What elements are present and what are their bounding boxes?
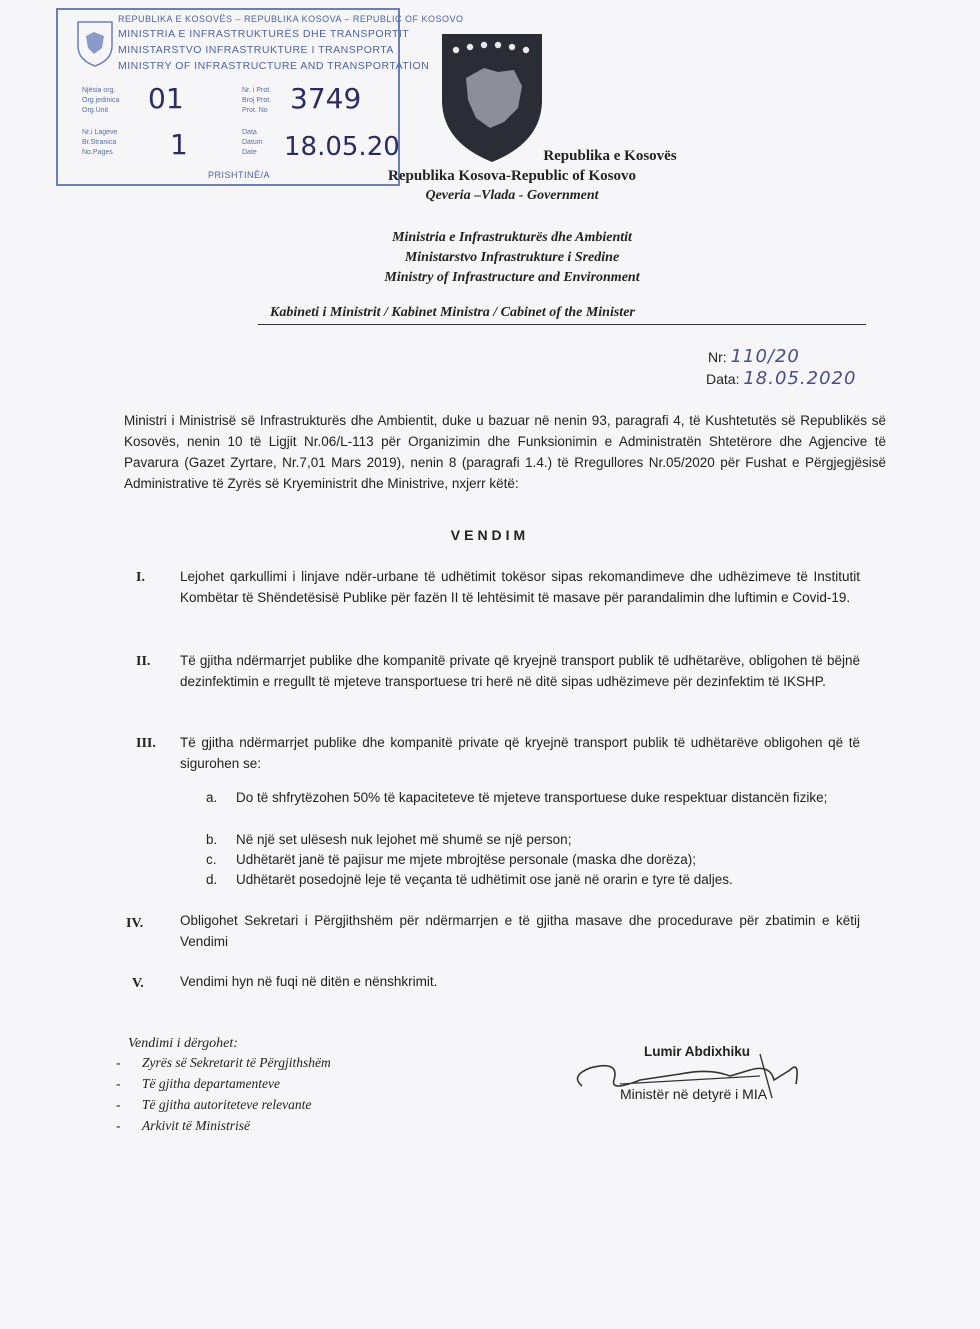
stamp-label-datum: Datum xyxy=(242,139,263,146)
document-page: REPUBLIKA E KOSOVËS – REPUBLIKA KOSOVA – REPUBLIC OF KOSOVO MINISTRIA E INFRASTRUKTURËS DHE TRANSPORTIT MINISTARSTVO INFRASTRUKTURE I TRANSPORTA MINISTRY OF INFRASTRUCTURE AND TRANSPORTATION Njësia org. Org.jedinica Org.Unit Nr.i Lageve Br.Stranica No.Pages Nr. i Prot. Broj Prot. Prot. No Data Datum Date 01 3749 1 18.05.20 PRISHTINË/A Republika e Kosovës Republika Kosova-Republic of Kosovo Qeveria –Vlada - Government Ministria e Infrastrukturës dhe Ambientit Ministarstvo Infrastrukture i Sredine Ministry of Infrastructure and Environment Kabineti i Ministrit / Kabinet Ministra / Cabinet of the Minister Nr: 110/20 Data: 18.05.2020 Ministri i Ministrisë së Infrastrukturës dhe Ambientit, duke u bazuar në nenin 93, paragrafi 4, të Kushtetutës së Republikës së Kosovës, nenin 10 të Ligjit Nr.06/L-113 për Organizimin dhe Funksionimin e Administratën Shtetërore dhe Agjencive të Pavarura (Gazet Zyrtare, Nr.7,01 Mars 2019), nenin 8 (paragrafi 1.4.) të Rregullores Nr.05/2020 për Fushat e Përgjegjësisë Administrative të Zyrës së Kryeministrit dhe Ministrive, nxjerr këtë: VENDIM I. Lejohet qarkullimi i linjave ndër-urbane të udhëtimit tokësor sipas rekomandimeve dhe udhëzimeve të Institutit Kombëtar të Shëndetësisë Publike për fazën II të lehtësimit të masave për parandalimin dhe luftimin e Covid-19. II. Të gjitha ndërmarrjet publike dhe kompanitë private që kryejnë transport publik të udhëtarëve, obligohen të bëjnë dezinfektimin e rregullt të mjeteve transportuese tri herë në ditë sipas udhëzimeve për dezinfektim të IKSHP. III. Të gjitha ndërmarrjet publike dhe kompanitë private që kryejnë transport publik të udhëtarëve obligohen që të sigurohen se: a. Do të shfrytëzohen 50% të kapaciteteve të mjeteve transportuese duke respektuar distancën fizike; b. Në një set ulësesh nuk lejohet më shumë se një person; c. Udhëtarët janë të pajisur me mjete mbrojtëse personale (maska dhe dorëza); d. Udhëtarët posedojnë leje të veçanta të udhëtimit ose janë në orarin e tyre të daljes. IV. Obligohet Sekretari i Përgjithshëm për ndërmarrjen e të gjitha masave dhe procedurave për zbatimin e këtij Vendimi V. Vendimi hyn në fuqi në ditën e nënshkrimit. Vendimi i dërgohet: - Zyrës së Sekretarit të Përgjithshëm - Të gjitha departamenteve - Të gjitha autoriteteve relevante - Arkivit të Ministrisë Lumir Abdixhiku Ministër në detyrë i MIA xyxy=(0,0,980,1329)
subitem-letter-d: d. xyxy=(206,872,218,887)
signer-name: Lumir Abdixhiku xyxy=(644,1044,751,1059)
subitem-a xyxy=(206,788,856,828)
recipient-text-2: Të gjitha departamenteve xyxy=(142,1076,280,1091)
stamp-label-prot-no: Prot. No xyxy=(242,107,268,114)
stamp-label-njesia: Njësia org. xyxy=(82,87,116,94)
article-text-2: Të gjitha ndërmarrjet publike dhe kompanitë private që kryejnë transport publik të udhëtarëve, obligohen të bëjnë dezinfektimin e rregullt të mjeteve transportuese tri herë në ditë sipas udhëzimeve për dezinfektim të IKSHP. xyxy=(180,653,860,689)
recipient-text-3: Të gjitha autoriteteve relevante xyxy=(142,1097,312,1112)
stamp-label-no-pages: No.Pages xyxy=(82,149,113,156)
article-number-1: I. xyxy=(136,570,145,585)
stamp-place: PRISHTINË/A xyxy=(208,170,271,180)
subitem-letter-c: c. xyxy=(206,852,217,867)
subitem-text-a: Do të shfrytëzohen 50% të kapaciteteve të mjeteve transportuese duke respektuar distancën fizike; xyxy=(236,790,828,805)
signer-role: Ministër në detyrë i MIA xyxy=(620,1086,768,1102)
subitem-letter-a: a. xyxy=(206,790,218,805)
subitem-c xyxy=(206,850,856,870)
decision-title: VENDIM xyxy=(450,527,530,543)
subitem-text-b: Në një set ulësesh nuk lejohet më shumë se një person; xyxy=(236,832,572,847)
intro-paragraph: Ministri i Ministrisë së Infrastrukturës dhe Ambientit, duke u bazuar në nenin 93, paragrafi 4, të Kushtetutës së Republikës së Kosovës, nenin 10 të Ligjit Nr.06/L-113 për Organizimin dhe Funksionimin e Administratën Shtetërore dhe Agjencive të Pavarura (Gazet Zyrtare, Nr.7,01 Mars 2019), nenin 8 (paragrafi 1.4.) të Rregullores Nr.05/2020 për Fushat e Përgjegjësisë Administrative të Zyrës së Kryeministrit dhe Ministrive, nxjerr këtë: xyxy=(124,413,886,491)
article-text-4: Obligohet Sekretari i Përgjithshëm për ndërmarrjen e të gjitha masave dhe procedurave për zbatimin e këtij Vendimi xyxy=(180,913,860,949)
ministry-name-al: Ministria e Infrastrukturës dhe Ambientit xyxy=(392,230,632,245)
ministry-name-en: Ministry of Infrastructure and Environment xyxy=(384,270,640,285)
stamp-prot-value: 3749 xyxy=(290,82,362,115)
stamp-line-3: MINISTARSTVO INFRASTRUKTURE I TRANSPORTA xyxy=(118,44,394,56)
recipient-text-1: Zyrës së Sekretarit të Përgjithshëm xyxy=(142,1055,331,1070)
article-text-5: Vendimi hyn në fuqi në ditën e nënshkrimit. xyxy=(180,974,438,989)
article-number-3: III. xyxy=(136,736,156,751)
reference-number-label: Nr: xyxy=(708,349,727,365)
stamp-line-4: MINISTRY OF INFRASTRUCTURE AND TRANSPORTATION xyxy=(118,60,430,72)
recipient-text-4: Arkivit të Ministrisë xyxy=(142,1118,250,1133)
stamp-header xyxy=(118,12,464,74)
article-text-1: Lejohet qarkullimi i linjave ndër-urbane të udhëtimit tokësor sipas rekomandimeve dhe udhëzimeve të Institutit Kombëtar të Shëndetësisë Publike për fazën II të lehtësimit të masave për parandalimin dhe luftimin e Covid-19. xyxy=(180,569,860,605)
reference-number xyxy=(708,346,800,367)
government-title: Qeveria –Vlada - Government xyxy=(425,188,599,203)
subitem-text-d: Udhëtarët posedojnë leje të veçanta të udhëtimit ose janë në orarin e tyre të daljes. xyxy=(236,872,733,887)
stamp-line-2: MINISTRIA E INFRASTRUKTURËS DHE TRANSPORTIT xyxy=(118,28,410,40)
kosovo-emblem-icon xyxy=(74,18,116,68)
republic-title-multi: Republika Kosova-Republic of Kosovo xyxy=(388,168,636,184)
stamp-pages-value: 1 xyxy=(170,128,188,161)
stamp-label-nr-lageve: Nr.i Lageve xyxy=(82,129,118,136)
subitem-text-c: Udhëtarët janë të pajisur me mjete mbrojtëse personale (maska dhe dorëza); xyxy=(236,852,696,867)
reference-date-value: 18.05.2020 xyxy=(743,368,857,389)
stamp-label-broj-prot: Broj Prot. xyxy=(242,97,272,104)
stamp-label-org-unit: Org.Unit xyxy=(82,107,109,114)
stamp-line-1: REPUBLIKA E KOSOVËS – REPUBLIKA KOSOVA – REPUBLIC OF KOSOVO xyxy=(118,14,464,24)
ministry-name-sr: Ministarstvo Infrastrukture i Sredine xyxy=(404,250,620,265)
article-number-4: IV. xyxy=(126,916,144,931)
republic-title-al: Republika e Kosovës xyxy=(543,148,677,164)
reference-date xyxy=(706,368,856,389)
recipients-heading: Vendimi i dërgohet: xyxy=(128,1036,238,1051)
cabinet-title: Kabineti i Ministrit / Kabinet Ministra / Cabinet of the Minister xyxy=(270,305,635,320)
subitem-b xyxy=(206,830,856,850)
article-text-3: Të gjitha ndërmarrjet publike dhe kompanitë private që kryejnë transport publik të udhëtarëve obligohen që të sigurohen se: xyxy=(180,735,860,771)
article-number-5: V. xyxy=(132,976,144,991)
stamp-label-br-stranica: Br.Stranica xyxy=(82,139,117,146)
stamp-label-org-jedinica: Org.jedinica xyxy=(82,97,120,104)
reference-number-value: 110/20 xyxy=(730,346,800,367)
coat-of-arms-icon xyxy=(436,30,548,164)
subitem-letter-b: b. xyxy=(206,832,218,847)
stamp-label-date-en: Date xyxy=(242,149,257,156)
stamp-label-data: Data xyxy=(242,129,257,136)
stamp-date-value: 18.05.20 xyxy=(284,132,400,162)
reference-date-label: Data: xyxy=(706,371,740,387)
stamp-org-unit-value: 01 xyxy=(148,82,184,115)
stamp-label-nr-prot: Nr. i Prot. xyxy=(242,87,272,94)
subitem-d xyxy=(206,870,856,890)
cabinet-divider xyxy=(258,324,866,325)
article-number-2: II. xyxy=(136,654,151,669)
